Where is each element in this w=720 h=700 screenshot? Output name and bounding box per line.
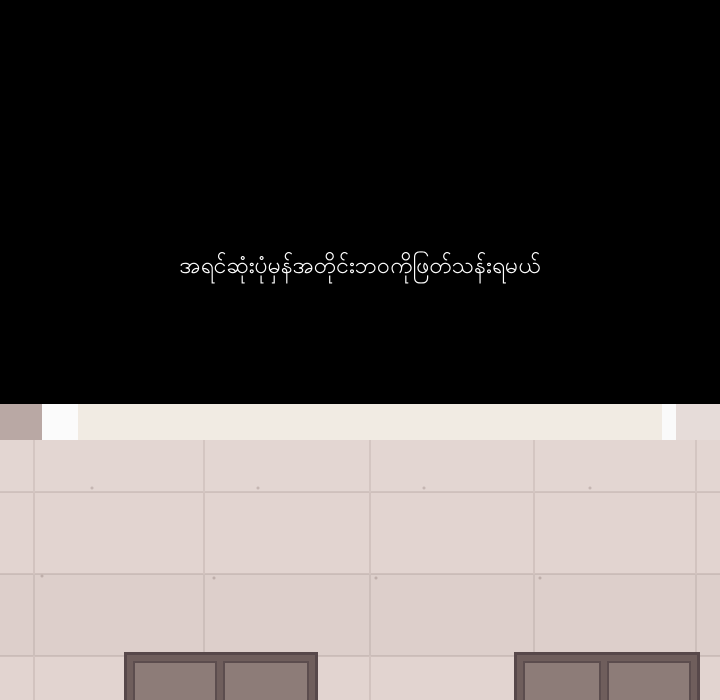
window-right-pane-2 (607, 661, 691, 700)
building-wall-illustration (0, 404, 720, 700)
caption-text: အရင်ဆုံးပုံမှန်အတိုင်းဘဝကိုဖြတ်သန်းရမယ် (179, 253, 541, 279)
window-right-pane-1 (523, 661, 601, 700)
ceiling-light-panel (78, 404, 662, 442)
ceiling-right-highlight (662, 404, 676, 440)
ceiling-strip (0, 404, 720, 440)
ceiling-left-shadow (0, 404, 42, 440)
window-left-pane-1 (133, 661, 217, 700)
window-left (124, 652, 318, 700)
ceiling-left-highlight (42, 404, 78, 440)
window-left-pane-2 (223, 661, 309, 700)
window-right (514, 652, 700, 700)
